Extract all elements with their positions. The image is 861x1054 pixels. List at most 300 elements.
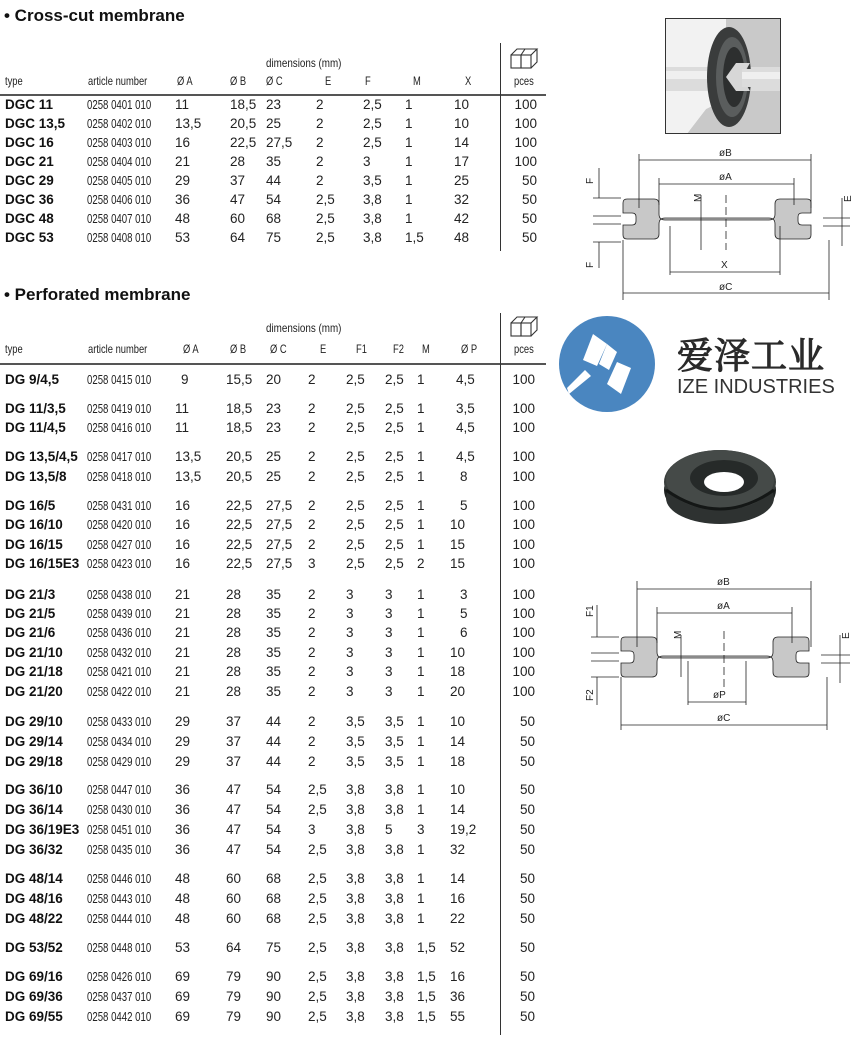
cell-m: 1,5	[417, 989, 436, 1004]
cell-m: 1	[417, 714, 425, 729]
cell-pcs: 50	[519, 891, 535, 906]
cell-article-number: 0258 0431 010	[87, 498, 152, 513]
cell-article-number: 0258 0422 010	[87, 684, 152, 699]
cell-m: 1	[417, 469, 425, 484]
label-dia-b: øB	[717, 577, 730, 588]
cell-dia-p: 4,5	[456, 449, 475, 464]
cell-f1: 3,5	[346, 754, 365, 769]
cell-dia-c: 75	[266, 230, 282, 245]
cell-f1: 3,8	[346, 989, 365, 1004]
cell-e: 2	[316, 116, 324, 131]
cell-article-number: 0258 0415 010	[87, 372, 152, 387]
cell-dia-p: 36	[450, 989, 466, 1004]
cell-dia-c: 27,5	[266, 498, 293, 513]
cell-dia-a: 21	[175, 645, 191, 660]
cell-m: 1	[417, 782, 425, 797]
cell-pcs: 50	[519, 782, 535, 797]
cell-dia-c: 23	[266, 401, 282, 416]
cell-dia-b: 22,5	[230, 135, 257, 150]
label-f-top: F	[585, 177, 596, 184]
cell-dia-c: 68	[266, 211, 282, 226]
cell-f2: 2,5	[385, 498, 404, 513]
cross-cut-title: • Cross-cut membrane	[4, 6, 185, 25]
table-header-row	[0, 74, 548, 92]
cell-x: 10	[454, 116, 470, 131]
cell-pcs: 100	[514, 97, 537, 112]
cell-dia-c: 54	[266, 782, 282, 797]
header-m: M	[422, 342, 430, 356]
header-f1: F1	[356, 342, 367, 356]
header-dia-c: Ø C	[266, 74, 283, 88]
cell-f1: 3	[346, 664, 354, 679]
cell-dia-b: 60	[226, 871, 242, 886]
cell-m: 1	[405, 211, 413, 226]
cell-f1: 3	[346, 625, 354, 640]
cell-m: 1	[417, 911, 425, 926]
cell-e: 2	[308, 401, 316, 416]
cell-article-number: 0258 0417 010	[87, 449, 152, 464]
cell-dia-b: 79	[226, 1009, 242, 1024]
cell-dia-p: 55	[450, 1009, 466, 1024]
cell-dia-a: 53	[175, 940, 191, 955]
cell-dia-a: 16	[175, 517, 191, 532]
cell-dia-b: 18,5	[230, 97, 257, 112]
cell-f: 2,5	[363, 116, 382, 131]
cell-dia-c: 44	[266, 754, 282, 769]
cell-dia-p: 4,5	[456, 420, 475, 435]
cell-dia-b: 79	[226, 969, 242, 984]
cell-f2: 3,8	[385, 842, 404, 857]
cell-f1: 3,8	[346, 802, 365, 817]
cell-x: 10	[454, 97, 470, 112]
cell-type: DG 9/4,5	[5, 372, 60, 387]
cell-pcs: 50	[519, 714, 535, 729]
cell-type: DGC 21	[5, 154, 54, 169]
cell-dia-p: 22	[450, 911, 466, 926]
cell-pcs: 100	[512, 556, 535, 571]
cell-x: 25	[454, 173, 470, 188]
cell-dia-a: 36	[175, 802, 191, 817]
cell-pcs: 100	[512, 420, 535, 435]
table-row	[0, 517, 548, 535]
label-f-bottom: F	[585, 261, 596, 268]
table-row	[0, 842, 548, 860]
cell-article-number: 0258 0451 010	[87, 822, 152, 837]
cell-m: 1	[417, 587, 425, 602]
dimensions-label: dimensions (mm)	[266, 321, 342, 335]
cell-f1: 3,8	[346, 822, 365, 837]
cell-article-number: 0258 0420 010	[87, 517, 152, 532]
cell-f2: 5	[385, 822, 393, 837]
perforated-product-photo	[660, 438, 782, 530]
cell-dia-b: 22,5	[226, 537, 253, 552]
cell-article-number: 0258 0401 010	[87, 97, 152, 112]
cell-dia-a: 16	[175, 498, 191, 513]
cell-type: DGC 16	[5, 135, 54, 150]
cell-article-number: 0258 0423 010	[87, 556, 152, 571]
cell-e: 2	[308, 734, 316, 749]
cell-m: 1,5	[417, 940, 436, 955]
header-x: X	[465, 74, 472, 88]
table-row	[0, 587, 548, 605]
cell-dia-c: 23	[266, 420, 282, 435]
table-row	[0, 969, 548, 987]
label-x: X	[721, 260, 728, 271]
cell-f1: 3	[346, 606, 354, 621]
cell-dia-a: 48	[175, 911, 191, 926]
perforated-dimension-diagram	[575, 565, 855, 730]
cell-dia-b: 22,5	[226, 517, 253, 532]
cell-dia-c: 44	[266, 734, 282, 749]
cell-e: 2	[308, 537, 316, 552]
cell-m: 1,5	[417, 969, 436, 984]
cell-type: DG 69/55	[5, 1009, 63, 1024]
cell-f2: 3,8	[385, 989, 404, 1004]
cell-x: 14	[454, 135, 470, 150]
cell-f1: 2,5	[346, 537, 365, 552]
table-row	[0, 556, 548, 574]
cell-f1: 2,5	[346, 469, 365, 484]
cell-e: 2,5	[308, 1009, 327, 1024]
cell-article-number: 0258 0442 010	[87, 1009, 152, 1024]
header-f: F	[365, 74, 371, 88]
cell-dia-b: 28	[226, 625, 242, 640]
header-dia-p: Ø P	[461, 342, 478, 356]
cell-dia-b: 47	[226, 782, 242, 797]
cell-dia-c: 35	[266, 684, 282, 699]
cell-article-number: 0258 0444 010	[87, 911, 152, 926]
cell-pcs: 50	[519, 802, 535, 817]
cell-dia-a: 36	[175, 192, 191, 207]
cell-type: DG 16/5	[5, 498, 56, 513]
cell-dia-p: 3	[460, 587, 468, 602]
cell-e: 2	[308, 517, 316, 532]
cell-m: 1	[417, 684, 425, 699]
table-row	[0, 734, 548, 752]
cell-f2: 2,5	[385, 420, 404, 435]
cell-dia-p: 10	[450, 517, 466, 532]
cell-dia-b: 60	[226, 891, 242, 906]
cell-dia-a: 13,5	[175, 116, 202, 131]
label-e: E	[841, 632, 852, 639]
cell-dia-c: 90	[266, 1009, 282, 1024]
cell-e: 2	[308, 449, 316, 464]
cell-dia-p: 18	[450, 754, 466, 769]
cell-e: 3	[308, 556, 316, 571]
cell-pcs: 100	[514, 116, 537, 131]
cell-e: 2,5	[316, 192, 335, 207]
cell-f2: 3,5	[385, 734, 404, 749]
cell-pcs: 100	[514, 154, 537, 169]
cell-dia-b: 22,5	[226, 556, 253, 571]
cell-article-number: 0258 0446 010	[87, 871, 152, 886]
cell-pcs: 50	[521, 173, 537, 188]
cell-f2: 3,8	[385, 911, 404, 926]
cell-dia-a: 21	[175, 684, 191, 699]
cell-e: 2	[308, 469, 316, 484]
cell-m: 3	[417, 822, 425, 837]
cell-dia-c: 54	[266, 192, 282, 207]
cell-article-number: 0258 0433 010	[87, 714, 152, 729]
table-row	[0, 173, 548, 191]
box-stack-icon	[510, 316, 540, 338]
cell-e: 2,5	[308, 891, 327, 906]
cell-f: 3	[363, 154, 371, 169]
cell-f2: 2,5	[385, 449, 404, 464]
table-row	[0, 802, 548, 820]
cell-dia-b: 37	[226, 754, 242, 769]
header-article-number: article number	[88, 74, 148, 88]
cell-m: 1	[417, 517, 425, 532]
cell-m: 1	[405, 173, 413, 188]
cell-dia-a: 48	[175, 891, 191, 906]
cell-type: DG 48/16	[5, 891, 63, 906]
table-row	[0, 230, 548, 248]
cell-dia-a: 69	[175, 1009, 191, 1024]
cell-article-number: 0258 0427 010	[87, 537, 152, 552]
cell-dia-b: 22,5	[226, 498, 253, 513]
cell-article-number: 0258 0432 010	[87, 645, 152, 660]
header-rule	[0, 94, 546, 96]
cell-article-number: 0258 0435 010	[87, 842, 152, 857]
cell-dia-c: 54	[266, 822, 282, 837]
cell-type: DG 13,5/4,5	[5, 449, 78, 464]
cell-e: 2	[308, 664, 316, 679]
label-dia-c: øC	[719, 282, 733, 293]
table-row	[0, 940, 548, 958]
cell-f2: 3,8	[385, 940, 404, 955]
cell-dia-p: 20	[450, 684, 466, 699]
cell-pcs: 50	[519, 940, 535, 955]
perforated-title: • Perforated membrane	[4, 285, 191, 304]
table-row	[0, 211, 548, 229]
cell-dia-b: 60	[226, 911, 242, 926]
cell-dia-a: 48	[175, 211, 191, 226]
cell-type: DG 13,5/8	[5, 469, 67, 484]
cell-f2: 3,8	[385, 802, 404, 817]
cell-pcs: 50	[519, 911, 535, 926]
cell-dia-c: 27,5	[266, 517, 293, 532]
cell-f: 3,8	[363, 230, 382, 245]
cell-dia-c: 25	[266, 449, 282, 464]
cell-dia-c: 35	[266, 645, 282, 660]
cell-dia-c: 54	[266, 802, 282, 817]
cell-f2: 2,5	[385, 556, 404, 571]
cell-e: 2	[316, 97, 324, 112]
cell-f2: 3	[385, 684, 393, 699]
table-row	[0, 401, 548, 419]
cell-f1: 2,5	[346, 449, 365, 464]
cell-f1: 3,8	[346, 871, 365, 886]
cell-type: DGC 48	[5, 211, 54, 226]
table-row	[0, 449, 548, 467]
header-dia-a: Ø A	[177, 74, 193, 88]
cell-m: 1	[405, 135, 413, 150]
cell-m: 1	[405, 97, 413, 112]
cell-f2: 2,5	[385, 401, 404, 416]
cell-f1: 3,8	[346, 782, 365, 797]
cell-article-number: 0258 0426 010	[87, 969, 152, 984]
cell-article-number: 0258 0402 010	[87, 116, 152, 131]
cell-m: 1	[417, 449, 425, 464]
cell-dia-b: 64	[226, 940, 242, 955]
cell-m: 1	[417, 498, 425, 513]
cell-dia-c: 27,5	[266, 556, 293, 571]
cell-article-number: 0258 0429 010	[87, 754, 152, 769]
cell-article-number: 0258 0406 010	[87, 192, 152, 207]
cell-f1: 3,8	[346, 891, 365, 906]
cell-f2: 3,8	[385, 891, 404, 906]
cell-f2: 2,5	[385, 372, 404, 387]
cell-f1: 3	[346, 684, 354, 699]
cell-f1: 2,5	[346, 498, 365, 513]
cell-dia-b: 18,5	[226, 401, 253, 416]
cell-pcs: 100	[514, 135, 537, 150]
cell-m: 1	[417, 606, 425, 621]
cell-f2: 3	[385, 606, 393, 621]
cell-dia-b: 28	[226, 645, 242, 660]
cell-dia-a: 13,5	[175, 469, 202, 484]
cell-type: DG 11/3,5	[5, 401, 66, 416]
cell-pcs: 50	[519, 871, 535, 886]
cell-e: 2,5	[308, 782, 327, 797]
cell-pcs: 100	[512, 517, 535, 532]
cell-dia-a: 36	[175, 782, 191, 797]
cell-dia-p: 8	[460, 469, 468, 484]
table-row	[0, 911, 548, 929]
cell-f2: 3,5	[385, 714, 404, 729]
cell-type: DG 16/10	[5, 517, 63, 532]
cell-article-number: 0258 0443 010	[87, 891, 152, 906]
cell-e: 2,5	[308, 802, 327, 817]
table-row	[0, 1009, 548, 1027]
header-dia-b: Ø B	[230, 74, 247, 88]
table-row	[0, 645, 548, 663]
cell-m: 1	[405, 192, 413, 207]
cell-pcs: 50	[519, 1009, 535, 1024]
box-stack-icon	[510, 48, 540, 70]
cell-e: 2,5	[308, 989, 327, 1004]
cell-pcs: 50	[521, 211, 537, 226]
cell-m: 1	[417, 842, 425, 857]
label-dia-c: øC	[717, 713, 731, 724]
cell-article-number: 0258 0447 010	[87, 782, 152, 797]
cell-dia-c: 54	[266, 842, 282, 857]
table-row	[0, 754, 548, 772]
cell-type: DGC 36	[5, 192, 54, 207]
cell-e: 2	[316, 173, 324, 188]
cell-pcs: 100	[512, 537, 535, 552]
cell-dia-b: 64	[230, 230, 246, 245]
cell-type: DG 69/36	[5, 989, 63, 1004]
cell-article-number: 0258 0418 010	[87, 469, 152, 484]
cell-type: DG 16/15	[5, 537, 63, 552]
cell-f1: 3,5	[346, 714, 365, 729]
table-row	[0, 664, 548, 682]
cell-article-number: 0258 0403 010	[87, 135, 152, 150]
cell-dia-a: 21	[175, 154, 191, 169]
cell-type: DG 48/22	[5, 911, 63, 926]
cell-x: 32	[454, 192, 470, 207]
cell-pcs: 50	[519, 822, 535, 837]
cell-dia-a: 21	[175, 587, 191, 602]
cell-type: DG 16/15E3	[5, 556, 80, 571]
cell-type: DG 21/6	[5, 625, 56, 640]
cell-dia-a: 16	[175, 135, 191, 150]
cell-m: 1	[417, 891, 425, 906]
cell-pcs: 50	[519, 842, 535, 857]
cell-dia-c: 90	[266, 989, 282, 1004]
cell-pcs: 50	[519, 734, 535, 749]
cell-m: 1	[417, 625, 425, 640]
table-row	[0, 871, 548, 889]
cell-f2: 3,8	[385, 969, 404, 984]
cell-f1: 2,5	[346, 517, 365, 532]
cell-x: 17	[454, 154, 470, 169]
header-e: E	[320, 342, 327, 356]
cell-article-number: 0258 0439 010	[87, 606, 152, 621]
cell-dia-p: 5	[460, 498, 468, 513]
cell-dia-b: 15,5	[226, 372, 253, 387]
cell-dia-c: 90	[266, 969, 282, 984]
header-m: M	[413, 74, 421, 88]
cell-article-number: 0258 0405 010	[87, 173, 152, 188]
cell-dia-a: 29	[175, 714, 191, 729]
cell-dia-p: 52	[450, 940, 466, 955]
cell-dia-a: 53	[175, 230, 191, 245]
cell-f2: 2,5	[385, 537, 404, 552]
cell-article-number: 0258 0416 010	[87, 420, 152, 435]
table-row	[0, 469, 548, 487]
cell-dia-p: 14	[450, 734, 466, 749]
cell-pcs: 50	[521, 230, 537, 245]
cell-type: DG 53/52	[5, 940, 63, 955]
cell-dia-a: 11	[175, 401, 190, 416]
cell-dia-b: 47	[226, 802, 242, 817]
cell-type: DG 21/18	[5, 664, 63, 679]
cell-dia-p: 15	[450, 537, 466, 552]
header-dia-b: Ø B	[230, 342, 247, 356]
cell-type: DG 36/10	[5, 782, 63, 797]
cell-article-number: 0258 0404 010	[87, 154, 152, 169]
cell-f2: 2,5	[385, 469, 404, 484]
cell-m: 1	[417, 871, 425, 886]
cell-dia-a: 16	[175, 556, 191, 571]
cell-m: 1	[417, 372, 425, 387]
cell-type: DG 21/10	[5, 645, 63, 660]
cell-m: 1	[417, 401, 425, 416]
header-e: E	[325, 74, 332, 88]
table-row	[0, 684, 548, 702]
cell-f1: 3	[346, 587, 354, 602]
table-row	[0, 714, 548, 732]
cell-pcs: 100	[512, 645, 535, 660]
cell-pcs: 100	[512, 664, 535, 679]
cell-dia-c: 44	[266, 714, 282, 729]
cell-dia-b: 28	[226, 587, 242, 602]
header-dia-c: Ø C	[270, 342, 287, 356]
header-pcs: pces	[514, 74, 534, 88]
cell-x: 42	[454, 211, 470, 226]
cell-f: 3,8	[363, 211, 382, 226]
cell-pcs: 100	[512, 498, 535, 513]
cell-dia-c: 35	[266, 625, 282, 640]
cell-e: 2,5	[308, 871, 327, 886]
cell-dia-a: 69	[175, 989, 191, 1004]
cell-pcs: 100	[512, 587, 535, 602]
logo-chinese-name: 爱泽工业	[677, 335, 826, 376]
cell-f: 3,8	[363, 192, 382, 207]
